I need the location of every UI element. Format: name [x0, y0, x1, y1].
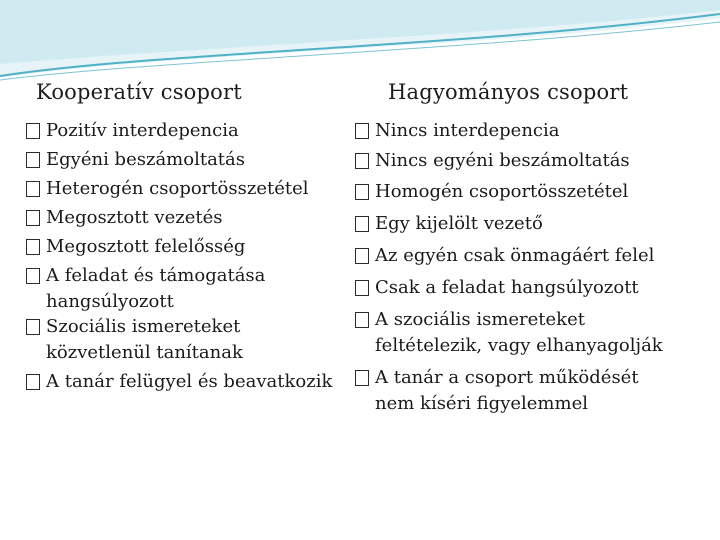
list-item-text [46, 205, 223, 231]
missing-glyph-box-icon [26, 374, 40, 390]
list-item [355, 179, 628, 205]
missing-glyph-box-icon [26, 319, 40, 335]
list-item-text [375, 148, 630, 174]
list-item [26, 118, 239, 144]
list-item-text [46, 118, 239, 144]
missing-glyph-box-icon [355, 216, 369, 232]
missing-glyph-box-icon [26, 181, 40, 197]
right-list [355, 118, 695, 418]
hagyomanyos-heading: Hagyományos csoport [388, 80, 629, 104]
list-item-text [46, 314, 243, 366]
missing-glyph-box-icon [355, 153, 369, 169]
list-item-line: Egy kijelölt vezető [375, 213, 543, 234]
missing-glyph-box-icon [26, 239, 40, 255]
list-item-line: Egyéni beszámoltatás [46, 149, 246, 170]
list-item-text [375, 118, 560, 144]
list-item-line: A tanár felügyel és beavatkozik [46, 371, 333, 392]
list-item-text [46, 147, 245, 173]
list-item-line: hangsúlyozott [46, 291, 174, 312]
list-item-line: közvetlenül tanítanak [46, 342, 243, 363]
missing-glyph-box-icon [26, 123, 40, 139]
header-wave-decoration [0, 0, 720, 90]
list-item [26, 263, 265, 315]
missing-glyph-box-icon [355, 184, 369, 200]
missing-glyph-box-icon [355, 312, 369, 328]
missing-glyph-box-icon [26, 210, 40, 226]
list-item-line: Megosztott felelősség [46, 236, 246, 257]
missing-glyph-box-icon [355, 280, 369, 296]
list-item-line: Heterogén csoportösszetétel [46, 178, 309, 199]
list-item [26, 176, 309, 202]
kooperativ-heading: Kooperatív csoport [36, 80, 242, 104]
list-item-line: Nincs egyéni beszámoltatás [375, 150, 630, 171]
list-item-text [46, 263, 265, 315]
list-item [355, 275, 639, 301]
list-item-text [46, 176, 309, 202]
list-item [355, 148, 630, 174]
missing-glyph-box-icon [355, 370, 369, 386]
list-item-line: Homogén csoportösszetétel [375, 181, 629, 202]
list-item-line: A tanár a csoport működését [375, 367, 639, 388]
list-item-line: A szociális ismereteket [375, 309, 585, 330]
list-item-text [375, 179, 628, 205]
list-item [26, 369, 332, 395]
list-item-line: Szociális ismereteket [46, 316, 241, 337]
list-item-text [375, 211, 543, 237]
missing-glyph-box-icon [26, 268, 40, 284]
list-item-line: Nincs interdepencia [375, 120, 560, 141]
list-item-text [375, 365, 639, 417]
missing-glyph-box-icon [355, 248, 369, 264]
list-item [355, 243, 654, 269]
missing-glyph-box-icon [355, 123, 369, 139]
list-item-text [375, 275, 639, 301]
list-item-line: feltételezik, vagy elhanyagolják [375, 335, 663, 356]
list-item-line: Csak a feladat hangsúlyozott [375, 277, 639, 298]
list-item-line: Megosztott vezetés [46, 207, 223, 228]
list-item [355, 211, 543, 237]
list-item-line: nem kíséri figyelemmel [375, 393, 588, 414]
list-item [26, 205, 223, 231]
list-item [355, 365, 639, 417]
list-item [355, 118, 560, 144]
list-item-text [375, 243, 654, 269]
list-item [26, 314, 243, 366]
list-item-text [46, 369, 332, 395]
list-item-text [375, 307, 663, 359]
list-item [26, 234, 245, 260]
list-item [26, 147, 245, 173]
list-item [355, 307, 663, 359]
list-item-line: A feladat és támogatása [46, 265, 266, 286]
list-item-text [46, 234, 245, 260]
missing-glyph-box-icon [26, 152, 40, 168]
list-item-line: Az egyén csak önmagáért felel [375, 245, 655, 266]
list-item-line: Pozitív interdepencia [46, 120, 239, 141]
left-list [26, 118, 346, 418]
